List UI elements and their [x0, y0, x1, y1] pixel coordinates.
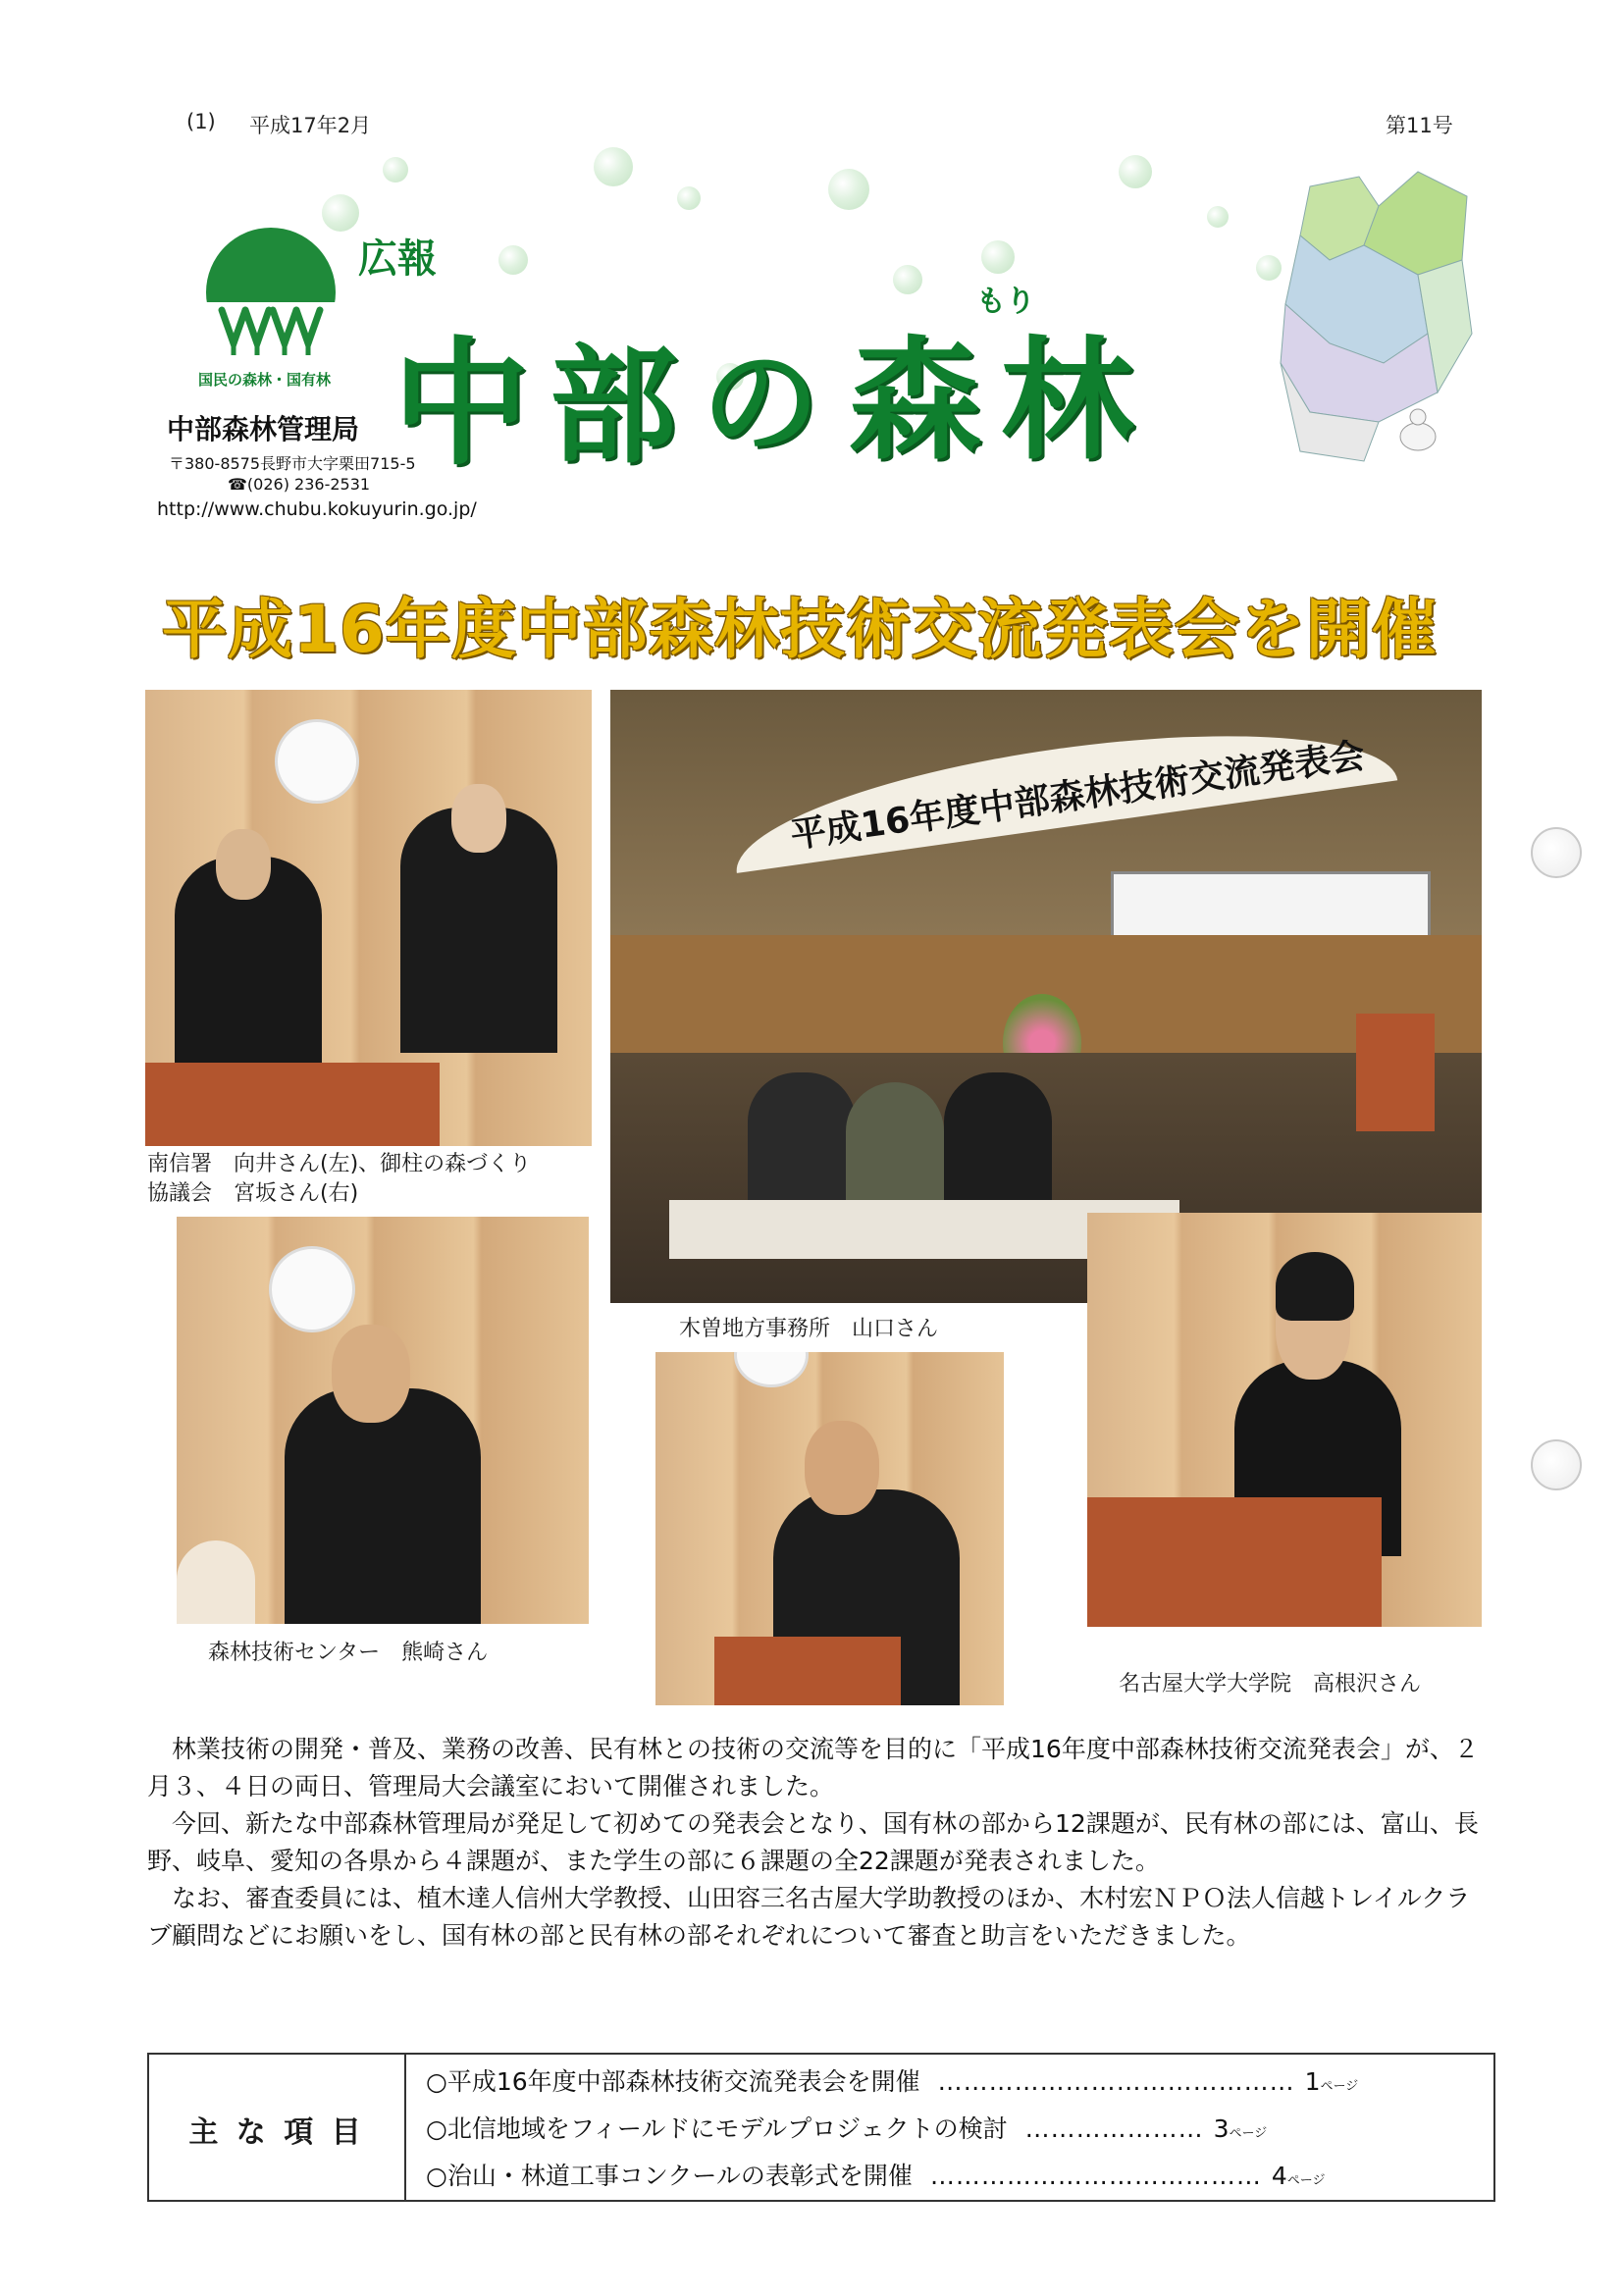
toc-item-3-leader: …………………………………: [929, 2162, 1262, 2190]
toc-item-1-leader: ……………………………………: [937, 2067, 1295, 2096]
toc-item-2-leader: …………………: [1024, 2114, 1204, 2143]
toc-item-3-text: ○治山・林道工事コンクールの表彰式を開催: [426, 2162, 913, 2190]
headline: 平成16年度中部森林技術交流発表会を開催: [162, 592, 1438, 667]
article-paragraph-2: 今回、新たな中部森林管理局が発足して初めての発表会となり、国有林の部から12課題が、民有林の部には、富山、長野、岐阜、愛知の各県から４課題が、また学生の部に６課題の全22課題が発表されました。: [147, 1809, 1479, 1875]
kouhou-label: 広報: [358, 236, 437, 282]
org-name: 中部森林管理局: [167, 413, 360, 445]
masthead: [147, 147, 1492, 540]
toc-item-2-page: 3: [1213, 2114, 1230, 2143]
caption-photo1-line1: 南信署 向井さん(左)、御柱の森づくり: [147, 1152, 532, 1176]
toc-label-cell: [149, 2055, 406, 2200]
toc-item-1[interactable]: [426, 2062, 1358, 2098]
title-char-3: の: [702, 336, 819, 472]
photo-speaker-4: [655, 1352, 1004, 1705]
region-map: [1271, 167, 1477, 471]
org-address: 〒380-8575長野市大字栗田715-5: [169, 454, 416, 473]
photo-speaker-takanezawa: [1087, 1213, 1482, 1627]
title-char-5: 林: [1001, 324, 1133, 478]
caption-photo3: 森林技術センター 熊崎さん: [208, 1641, 489, 1665]
issue-date: 平成17年2月: [249, 114, 372, 137]
caption-photo2: 木曽地方事務所 山口さん: [679, 1317, 939, 1341]
toc-item-2[interactable]: [426, 2110, 1267, 2145]
photo-speaker-kumazaki: [177, 1217, 589, 1624]
agency-logo: [204, 226, 338, 359]
photo-conference-hall: [610, 690, 1482, 1303]
org-url[interactable]: http://www.chubu.kokuyurin.go.jp/: [157, 498, 477, 520]
toc-item-3-unit: ページ: [1286, 2173, 1326, 2188]
toc-box: [147, 2053, 1495, 2202]
toc-item-2-text: ○北信地域をフィールドにモデルプロジェクトの検討: [426, 2114, 1008, 2143]
photo-speakers-minamishin: [145, 690, 592, 1146]
binder-hole-top: [1531, 827, 1582, 878]
person-kumazaki: [285, 1388, 481, 1624]
wall-clock-2: [269, 1246, 355, 1332]
article-paragraph-3: なお、審査委員には、植木達人信州大学教授、山田容三名古屋大学助教授のほか、木村宏ＮＰＯ法人信越トレイルクラブ顧問などにお願いをし、国有林の部と民有林の部それぞれについて審査と助言をいただきました。: [147, 1884, 1471, 1950]
logo-caption: 国民の森林・国有林: [198, 371, 332, 389]
stage-banner-text: 平成16年度中部森林技術交流発表会: [788, 735, 1368, 857]
title-ruby: もり: [976, 285, 1035, 319]
issue-index: (1): [186, 110, 216, 133]
title-char-4: 森: [849, 324, 981, 478]
binder-hole-bottom: [1531, 1439, 1582, 1490]
article-paragraph-1: 林業技術の開発・普及、業務の改善、民有林との技術の交流等を目的に「平成16年度中部森林技術交流発表会」が、２月３、４日の両日、管理局大会議室において開催されました。: [147, 1735, 1479, 1800]
org-phone: ☎(026) 236-2531: [228, 475, 371, 494]
toc-label: 主 な 項 目: [188, 2115, 365, 2150]
podium: [145, 1063, 440, 1146]
title-char-1: 中: [393, 325, 531, 485]
toc-item-1-page: 1: [1304, 2067, 1321, 2096]
issue-number: 第11号: [1386, 114, 1453, 137]
caption-photo1-line2: 協議会 宮坂さん(右): [147, 1181, 359, 1206]
toc-item-1-text: ○平成16年度中部森林技術交流発表会を開催: [426, 2067, 920, 2096]
caption-photo5: 名古屋大学大学院 高根沢さん: [1119, 1672, 1422, 1696]
toc-item-3-page: 4: [1271, 2162, 1287, 2190]
title-char-2: 部: [550, 332, 678, 481]
toc-item-2-unit: ページ: [1229, 2126, 1268, 2141]
toc-item-3[interactable]: [426, 2157, 1325, 2192]
wall-clock: [275, 719, 359, 804]
toc-item-1-unit: ページ: [1320, 2079, 1359, 2094]
